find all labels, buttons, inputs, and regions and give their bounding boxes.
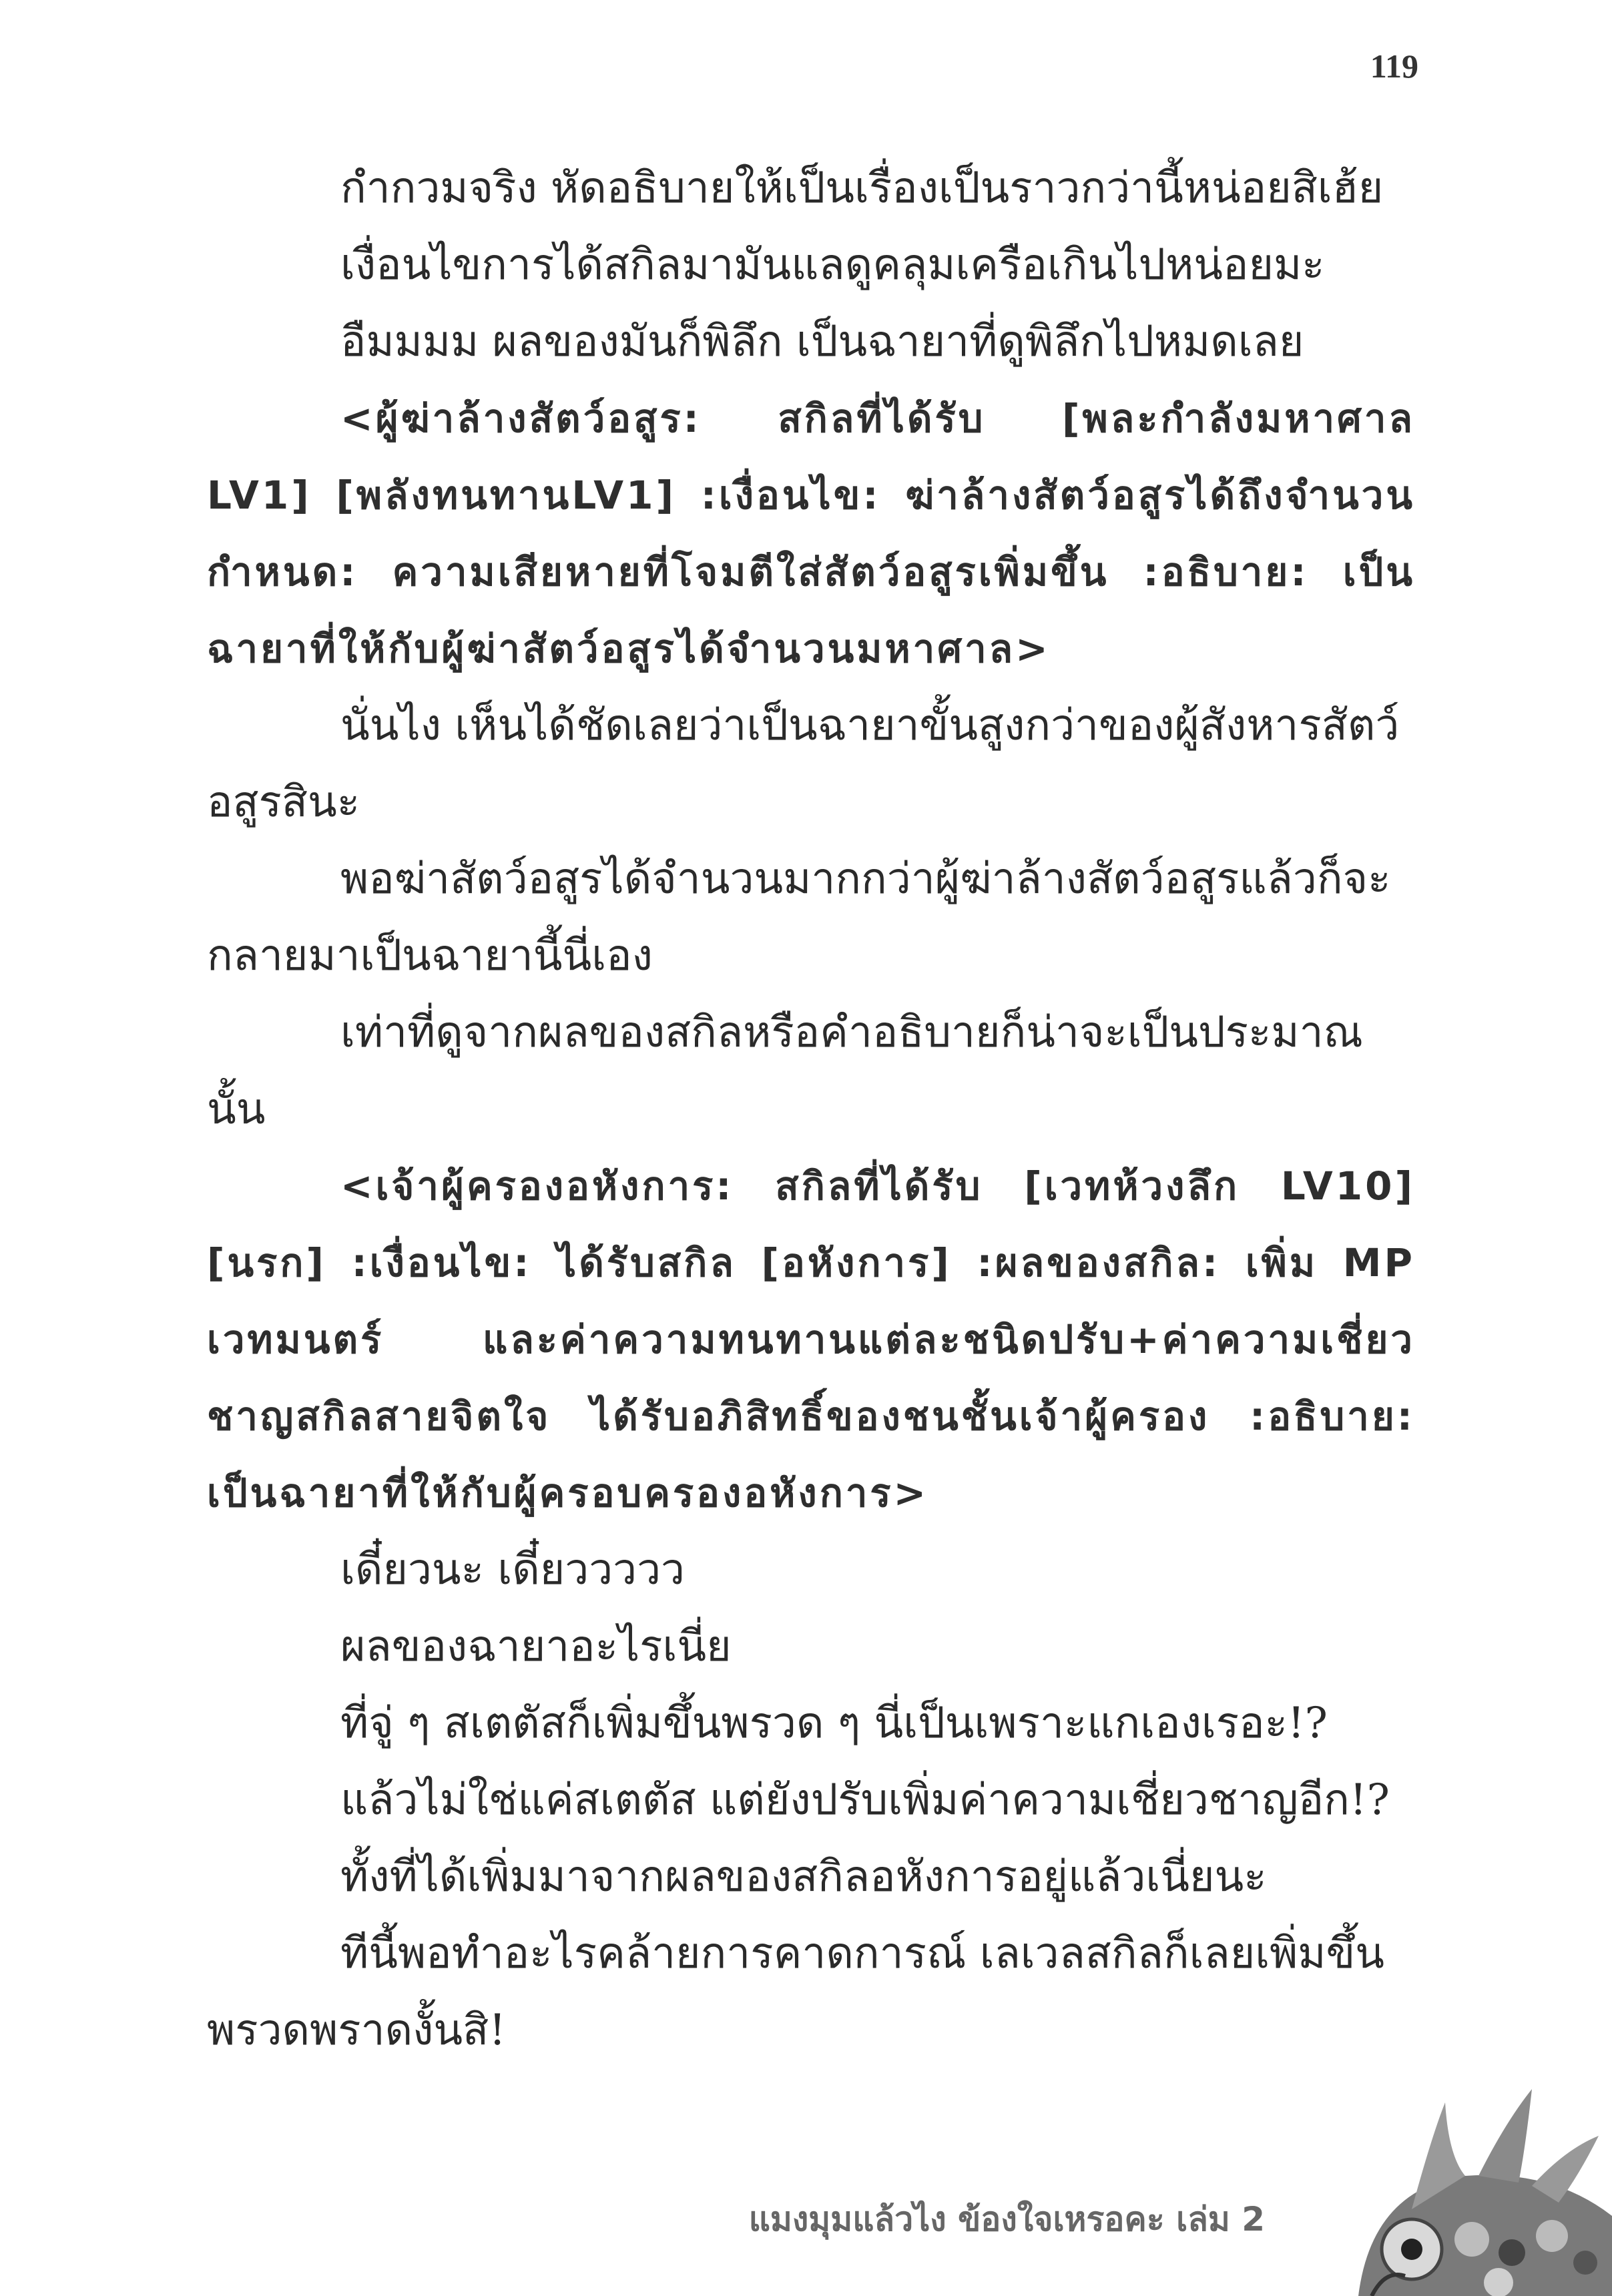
- paragraph: แล้วไม่ใช่แค่สเตตัส แต่ยังปรับเพิ่มค่าความเชี่ยวชาญอีก!?: [340, 1775, 1390, 1825]
- page-number: 119: [1370, 47, 1418, 85]
- paragraph: ที่จู่ ๆ สเตตัสก็เพิ่มขึ้นพรวด ๆ นี่เป็นเพราะแกเองเรอะ!?: [340, 1699, 1328, 1748]
- page-content: [207, 150, 1415, 2069]
- paragraph: ผลของฉายาอะไรเนี่ย: [340, 1622, 732, 1671]
- running-footer-title: แมงมุมแล้วไง ข้องใจเหรอคะ เล่ม 2: [748, 2200, 1265, 2239]
- paragraph: กำกวมจริง หัดอธิบายให้เป็นเรื่องเป็นราวกว่านี้หน่อยสิเฮ้ย: [340, 164, 1384, 213]
- paragraph: ทั้งที่ได้เพิ่มมาจากผลของสกิลอหังการอยู่แล้วเนี่ยนะ: [340, 1852, 1267, 1902]
- status-window-text: <ผู้ฆ่าล้างสัตว์อสูร: สกิลที่ได้รับ [พละกำลังมหาศาล LV1] [พลังทนทานLV1] :เงื่อนไข: ฆ่าล้างสัตว์อสูรได้ถึงจำนวนกำหนด: ความเสียหายที่โจมตีใส่สัตว์อสูรเพิ่มขึ้น :อธิบาย: เป็นฉายาที่ให้กับผู้ฆ่าสัตว์อสูรได้จำนวนมหาศาล>: [207, 396, 1415, 671]
- paragraph: นั่นไง เห็นได้ชัดเลยว่าเป็นฉายาขั้นสูงกว่าของผู้สังหารสัตว์อสูรสินะ: [207, 701, 1400, 827]
- paragraph: เงื่อนไขการได้สกิลมามันแลดูคลุมเครือเกินไปหน่อยมะ: [340, 240, 1325, 290]
- paragraph: พอฆ่าสัตว์อสูรได้จำนวนมากกว่าผู้ฆ่าล้างสัตว์อสูรแล้วก็จะกลายมาเป็นฉายานี้นี่เอง: [207, 854, 1391, 980]
- status-window-text: <เจ้าผู้ครองอหังการ: สกิลที่ได้รับ [เวทห้วงลึก LV10] [นรก] :เงื่อนไข: ได้รับสกิล [อหังการ] :ผลของสกิล: เพิ่ม MP เวทมนตร์ และค่าความทนทานแต่ละชนิดปรับ+ค่าความเชี่ยวชาญสกิลสายจิตใจ ได้รับอภิสิทธิ์ของชนชั้นเจ้าผู้ครอง :อธิบาย: เป็นฉายาที่ให้กับผู้ครอบครองอหังการ>: [207, 1163, 1415, 1516]
- spider-mascot-icon: [1332, 2076, 1612, 2296]
- paragraph: อืมมมม ผลของมันก็พิลึก เป็นฉายาที่ดูพิลึกไปหมดเลย: [340, 317, 1304, 366]
- paragraph: เดี๋ยวนะ เดี๋ยววววว: [340, 1545, 685, 1595]
- paragraph: ทีนี้พอทำอะไรคล้ายการคาดการณ์ เลเวลสกิลก็เลยเพิ่มขึ้นพรวดพราดงั้นสิ!: [207, 1929, 1384, 2055]
- paragraph: เท่าที่ดูจากผลของสกิลหรือคำอธิบายก็น่าจะเป็นประมาณนั้น: [207, 1008, 1363, 1134]
